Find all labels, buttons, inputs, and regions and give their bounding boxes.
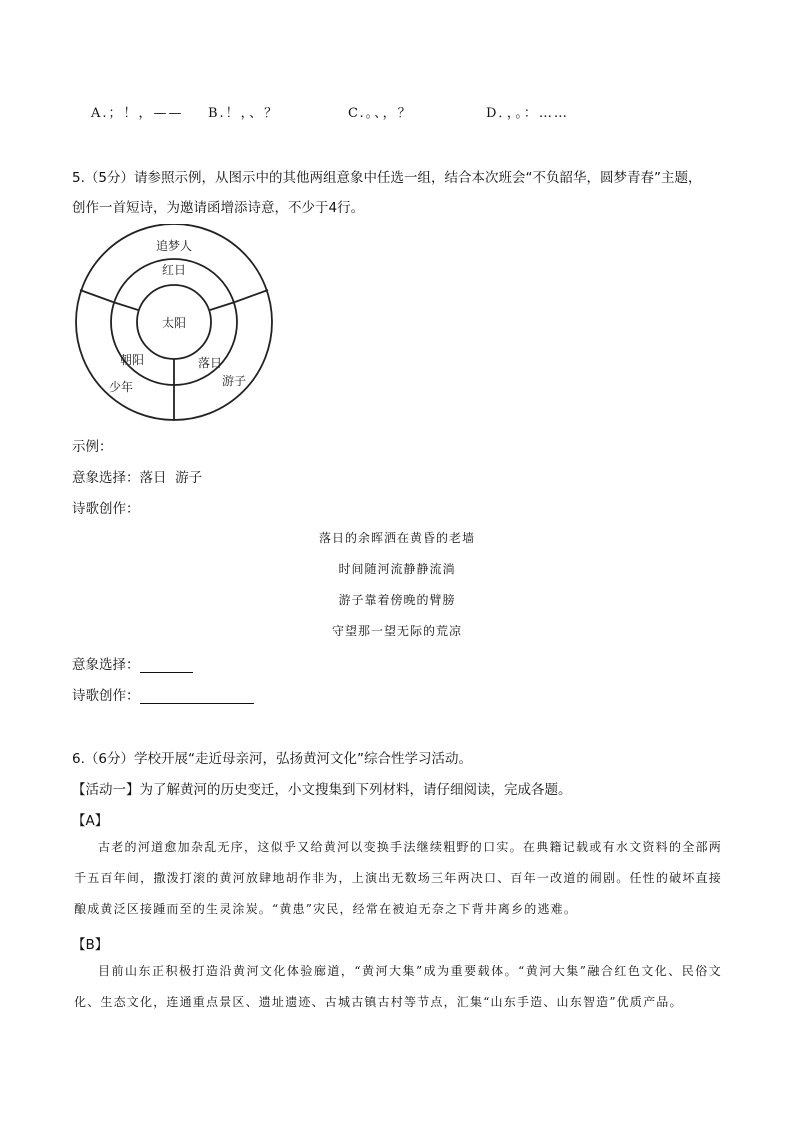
example-label: 示例： (72, 439, 113, 455)
material-b-text: 目前山东正积极打造沿黄河文化体验廊道，“黄河大集”成为重要载体。“黄河大集”融合红色文化、民俗文化、生态文化，连通重点景区、遗址遗迹、古城古镇古村等节点，汇集“山东手造、山东智造”优质产品。 (74, 964, 722, 1009)
q6-prompt: 6.（6分）学校开展“走近母亲河，弘扬黄河文化”综合性学习活动。 (72, 751, 472, 767)
answer-imagery-label: 意象选择： (72, 657, 140, 673)
poem-line: 守望那一望无际的荒凉 (331, 624, 462, 638)
label-outer-top: 追梦人 (155, 239, 193, 253)
divider-outer-left (80, 290, 113, 302)
divider-inner-left (113, 302, 138, 310)
poem-line: 落日的余晖洒在黄昏的老墙 (318, 531, 475, 545)
q6-activity1: 【活动一】为了解黄河的历史变迁，小文搜集到下列材料，请仔细阅读，完成各题。 (72, 782, 572, 798)
label-middle-left: 朝阳 (119, 353, 145, 367)
answer-poem-label: 诗歌创作： (72, 688, 140, 704)
label-center: 太阳 (161, 316, 187, 330)
example-imagery: 意象选择：落日 游子 (72, 470, 203, 486)
label-outer-right: 游子 (221, 374, 247, 388)
option-c: C.。、，？ (348, 106, 413, 121)
poem-line: 游子靠着傍晚的臂膀 (338, 593, 456, 607)
option-d: D．，。：…… (486, 106, 569, 121)
label-middle-top: 红日 (161, 263, 187, 277)
material-b-label: 【B】 (72, 937, 109, 953)
material-a-text: 古老的河道愈加杂乱无序，这似乎又给黄河以变换手法继续粗野的口实。在典籍记载或有水文资料的全部两千五百年间，撒泼打滚的黄河放肆地胡作非为，上演出无数场三年两决口、百年一改道的闹剧。任性的破坏直接酿成黄泛区接踵而至的生灵涂炭。“黄患”灾民，经常在被迫无奈之下背井离乡的逃难。 (74, 840, 722, 916)
label-outer-left: 少年 (108, 380, 134, 394)
answer-imagery-blank[interactable] (140, 658, 193, 673)
answer-imagery-row (72, 653, 193, 673)
label-middle-right: 落日 (197, 356, 223, 370)
q5-prompt-line1: 5.（5分）请参照示例，从图示中的其他两组意象中任选一组，结合本次班会“不负韶华，圆梦青春”主题， (72, 170, 702, 186)
q5-prompt-line2: 创作一首短诗，为邀请函增添诗意，不少于4行。 (72, 200, 365, 216)
answer-poem-blank[interactable] (140, 689, 254, 704)
imagery-ring-diagram (70, 224, 280, 424)
poem-line: 时间随河流静静流淌 (338, 562, 456, 576)
option-b: B.！，、？ (208, 106, 280, 121)
divider-inner-right (210, 302, 235, 310)
divider-outer-right (235, 290, 268, 302)
material-a-label: 【A】 (72, 813, 109, 829)
option-a: A.；！，—— (91, 106, 184, 121)
example-poem-label: 诗歌创作： (72, 501, 140, 517)
answer-poem-row (72, 684, 254, 704)
